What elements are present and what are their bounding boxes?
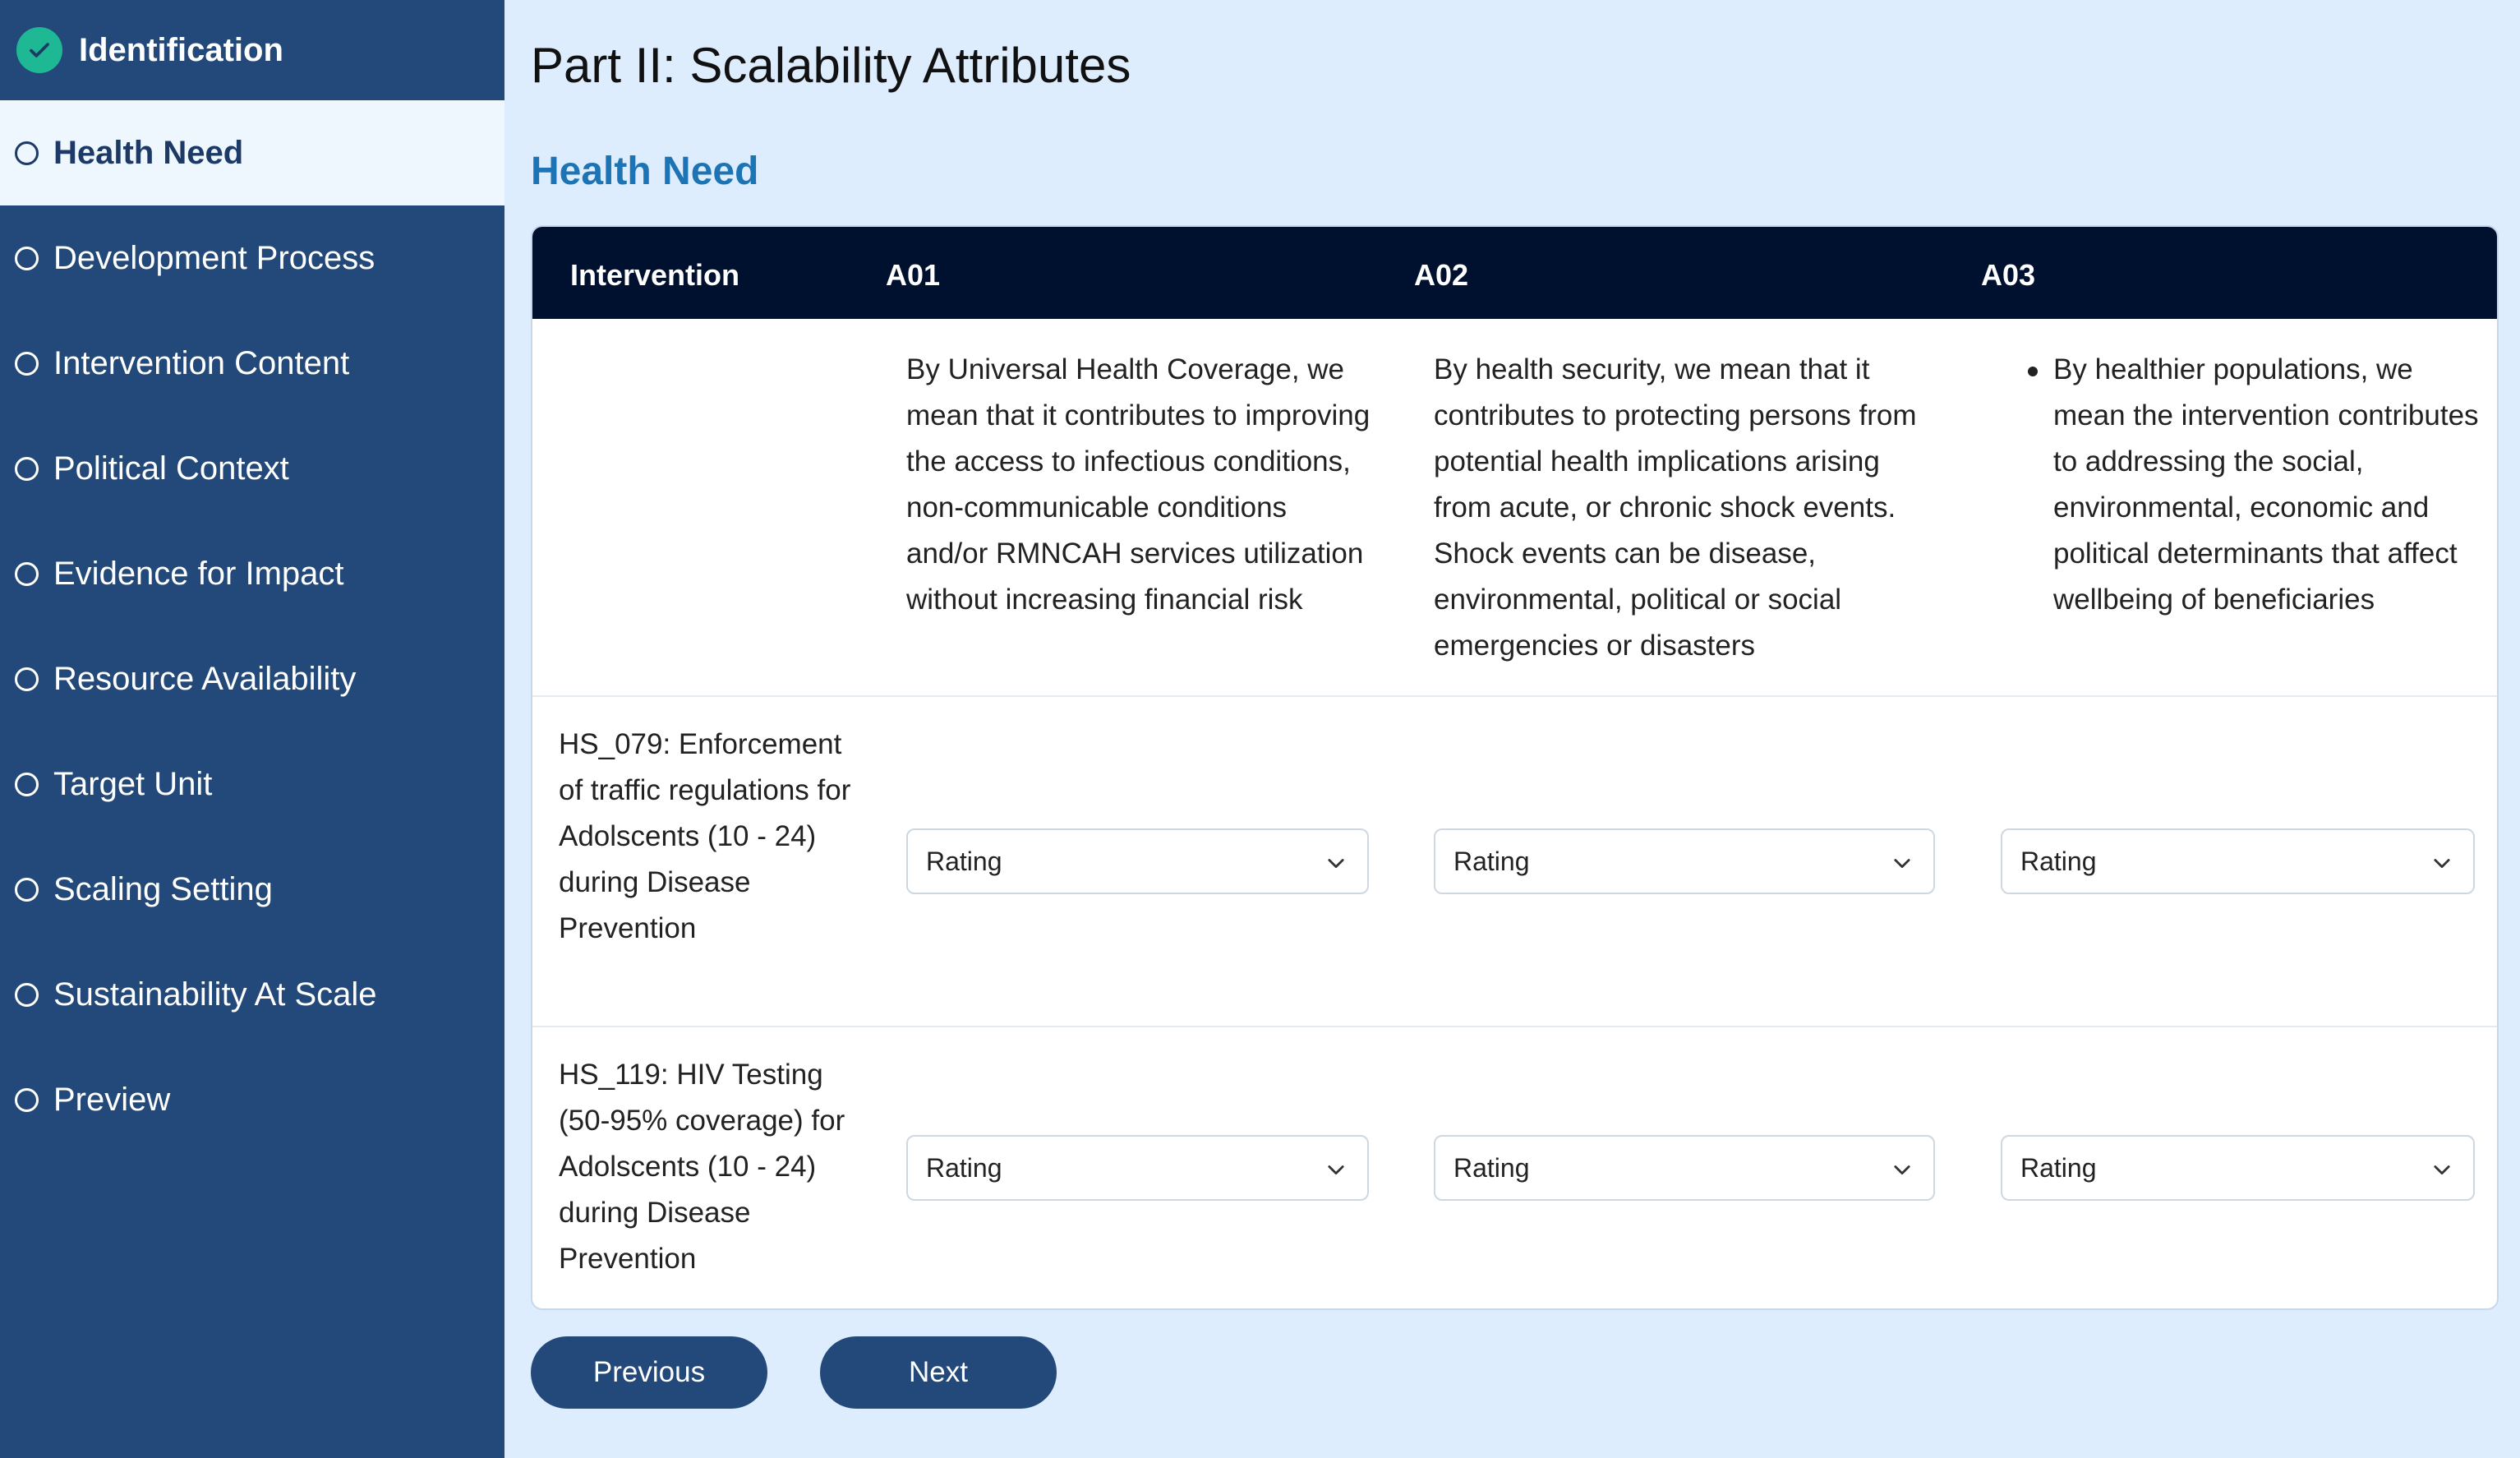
circle-icon bbox=[15, 352, 39, 376]
sidebar-item-label: Sustainability At Scale bbox=[53, 976, 377, 1013]
sidebar-item-preview[interactable] bbox=[0, 1047, 504, 1152]
sidebar-item-intervention-content[interactable] bbox=[0, 311, 504, 416]
circle-icon bbox=[15, 878, 39, 902]
check-circle-icon bbox=[16, 27, 62, 73]
sidebar-item-label: Development Process bbox=[53, 239, 375, 276]
sidebar-item-development-process[interactable] bbox=[0, 205, 504, 311]
circle-icon bbox=[15, 667, 39, 691]
rating-select-a02[interactable] bbox=[1434, 1135, 1935, 1201]
chevron-down-icon bbox=[1891, 1158, 1914, 1181]
sidebar-item-political-context[interactable] bbox=[0, 416, 504, 521]
sidebar-item-target-unit[interactable] bbox=[0, 731, 504, 837]
table-header bbox=[532, 227, 2497, 319]
circle-icon bbox=[15, 983, 39, 1007]
sidebar-item-resource-availability[interactable] bbox=[0, 626, 504, 731]
rating-select-value: Rating bbox=[2020, 1152, 2097, 1183]
sidebar-item-sustainability-at-scale[interactable] bbox=[0, 942, 504, 1047]
chevron-down-icon bbox=[1891, 851, 1914, 874]
rating-select-a01[interactable] bbox=[906, 828, 1369, 894]
description-a02: By health security, we mean that it contributes to protecting persons from potential health implications arising from acute, or chronic shock events. Shock events can be disease, environmental, political or social emergencies or disasters bbox=[1434, 353, 1917, 662]
circle-icon bbox=[15, 1088, 39, 1112]
table-row bbox=[532, 697, 2497, 1027]
next-button[interactable]: Next bbox=[820, 1336, 1057, 1409]
sidebar-item-label: Political Context bbox=[53, 450, 289, 487]
page-title: Part II: Scalability Attributes bbox=[531, 38, 1131, 93]
rating-select-a01[interactable] bbox=[906, 1135, 1369, 1201]
chevron-down-icon bbox=[2430, 1158, 2453, 1181]
sidebar-item-scaling-setting[interactable] bbox=[0, 837, 504, 942]
rating-select-a03[interactable] bbox=[2001, 828, 2475, 894]
intervention-name: HS_119: HIV Testing (50-95% coverage) for Adolscents (10 - 24) during Disease Prevention bbox=[559, 1059, 845, 1275]
sidebar-item-label: Health Need bbox=[53, 134, 244, 171]
column-header-a02: A02 bbox=[1414, 258, 1469, 292]
column-header-intervention: Intervention bbox=[570, 258, 740, 292]
chevron-down-icon bbox=[2430, 851, 2453, 874]
sidebar-item-label: Evidence for Impact bbox=[53, 555, 344, 592]
sidebar-item-label: Identification bbox=[79, 31, 283, 68]
rating-select-a02[interactable] bbox=[1434, 828, 1935, 894]
sidebar-item-health-need[interactable] bbox=[0, 100, 504, 205]
main-content bbox=[531, 0, 2499, 1275]
section-title: Health Need bbox=[531, 150, 759, 193]
chevron-down-icon bbox=[1324, 1158, 1348, 1181]
sidebar bbox=[0, 0, 504, 1458]
previous-button[interactable]: Previous bbox=[531, 1336, 767, 1409]
chevron-down-icon bbox=[1324, 851, 1348, 874]
table-row-descriptions bbox=[532, 319, 2497, 697]
intervention-name: HS_079: Enforcement of traffic regulations for Adolscents (10 - 24) during Disease Prevention bbox=[559, 728, 851, 944]
column-header-a03: A03 bbox=[1981, 258, 2036, 292]
sidebar-item-identification[interactable] bbox=[0, 0, 504, 100]
sidebar-item-label: Scaling Setting bbox=[53, 870, 273, 907]
circle-icon bbox=[15, 457, 39, 481]
table-row bbox=[532, 1027, 2497, 1310]
rating-select-value: Rating bbox=[926, 1152, 1002, 1183]
sidebar-item-label: Intervention Content bbox=[53, 344, 350, 381]
attributes-table bbox=[531, 225, 2499, 1310]
description-a03: By healthier populations, we mean the intervention contributes to addressing the social, environmental, economic and political determinants that affect wellbeing of beneficiaries bbox=[2053, 347, 2489, 623]
column-header-a01: A01 bbox=[886, 258, 941, 292]
sidebar-item-label: Preview bbox=[53, 1081, 171, 1118]
sidebar-item-label: Resource Availability bbox=[53, 660, 357, 697]
sidebar-item-label: Target Unit bbox=[53, 765, 213, 802]
sidebar-item-evidence-for-impact[interactable] bbox=[0, 521, 504, 626]
rating-select-value: Rating bbox=[2020, 846, 2097, 876]
rating-select-value: Rating bbox=[926, 846, 1002, 876]
circle-icon bbox=[15, 562, 39, 586]
circle-icon bbox=[15, 141, 39, 165]
circle-icon bbox=[15, 773, 39, 796]
rating-select-a03[interactable] bbox=[2001, 1135, 2475, 1201]
rating-select-value: Rating bbox=[1453, 1152, 1530, 1183]
rating-select-value: Rating bbox=[1453, 846, 1530, 876]
circle-icon bbox=[15, 247, 39, 270]
description-a01: By Universal Health Coverage, we mean that it contributes to improving the access to infectious conditions, non-communicable conditions and/or RMNCAH services utilization without increasing financial risk bbox=[906, 353, 1371, 616]
